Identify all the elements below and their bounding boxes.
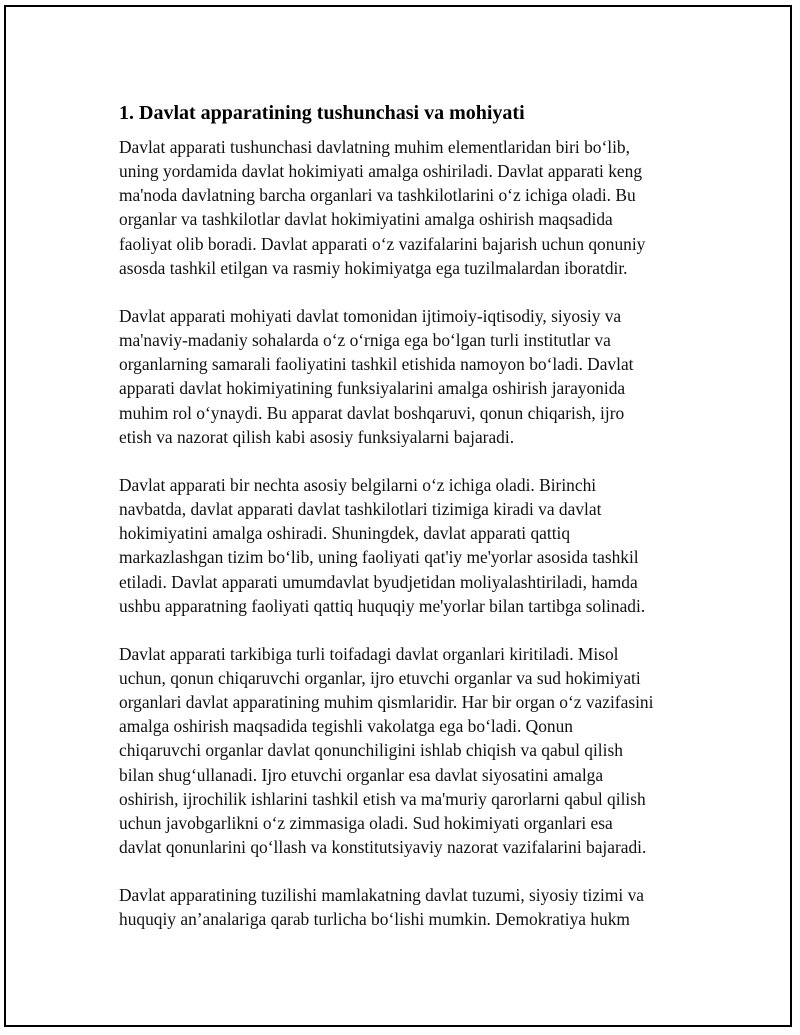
text-line: ma'noda davlatning barcha organlari va tashkilotlarini oʻz ichiga oladi. Bu (119, 185, 636, 206)
paragraph-5 (119, 883, 699, 931)
text-line: muhim rol oʻynaydi. Bu apparat davlat boshqaruvi, qonun chiqarish, ijro (119, 402, 625, 423)
text-line: Davlat apparati tushunchasi davlatning muhim elementlaridan biri boʻlib, (119, 137, 630, 157)
text-line: Davlat apparatining tuzilishi mamlakatning davlat tuzumi, siyosiy tizimi va (119, 885, 644, 906)
text-line: uchun javobgarlikni oʻz zimmasiga oladi. Sud hokimiyati organlari esa (119, 812, 613, 833)
paragraph-2 (119, 304, 699, 449)
text-line: Davlat apparati mohiyati davlat tomonidan ijtimoiy-iqtisodiy, siyosiy va (119, 305, 622, 326)
text-line: huquqiy an’analariga qarab turlicha boʻlishi mumkin. Demokratiya hukm (119, 909, 630, 930)
paragraph-3 (119, 473, 699, 618)
text-line: organlar va tashkilotlar davlat hokimiyatini amalga oshirish maqsadida (119, 209, 613, 230)
paragraph-4 (119, 642, 699, 859)
text-line: uning yordamida davlat hokimiyati amalga oshiriladi. Davlat apparati keng (119, 161, 643, 182)
text-line: navbatda, davlat apparati davlat tashkilotlari tizimiga kiradi va davlat (119, 499, 602, 520)
text-line: asosda tashkil etilgan va rasmiy hokimiyatga ega tuzilmalardan iboratdir. (119, 257, 628, 278)
text-line: oshirish, ijrochilik ishlarini tashkil etish va ma'muriy qarorlarni qabul qilish (119, 788, 646, 809)
text-line: hokimiyatini amalga oshiradi. Shuningdek, davlat apparati qattiq (119, 523, 571, 544)
paragraph-1 (119, 135, 699, 280)
text-line: organlarning samarali faoliyatini tashkil etishida namoyon boʻladi. Davlat (119, 354, 634, 375)
text-line: faoliyat olib boradi. Davlat apparati oʻz vazifalarini bajarish uchun qonuniy (119, 233, 646, 254)
text-line: ushbu apparatning faoliyati qattiq huquqiy me'yorlar bilan tartibga solinadi. (119, 595, 646, 616)
text-line: etish va nazorat qilish kabi asosiy funksiyalarni bajaradi. (119, 426, 515, 447)
text-line: etiladi. Davlat apparati umumdavlat byudjetidan moliyalashtiriladi, hamda (119, 571, 638, 592)
page-frame (4, 5, 792, 1027)
text-line: markazlashgan tizim boʻlib, uning faoliyati qat'iy me'yorlar asosida tashkil (119, 547, 639, 568)
text-line: davlat qonunlarini qoʻllash va konstitutsiyaviy nazorat vazifalarini bajaradi. (119, 837, 647, 858)
text-line: ma'naviy-madaniy sohalarda oʻz oʻrniga ega boʻlgan turli institutlar va (119, 330, 611, 351)
text-line: organlari davlat apparatining muhim qismlaridir. Har bir organ oʻz vazifasini (119, 692, 654, 713)
text-line: bilan shugʻullanadi. Ijro etuvchi organlar esa davlat siyosatini amalga (119, 764, 604, 785)
text-line: amalga oshirish maqsadida tegishli vakolatga ega boʻladi. Qonun (119, 716, 573, 737)
section-heading: 1. Davlat apparatining tushunchasi va mohiyati (119, 102, 525, 124)
document-body (119, 99, 699, 956)
text-line: Davlat apparati bir nechta asosiy belgilarni oʻz ichiga oladi. Birinchi (119, 474, 597, 495)
text-line: uchun, qonun chiqaruvchi organlar, ijro etuvchi organlar va sud hokimiyati (119, 667, 641, 688)
text-line: apparati davlat hokimiyatining funksiyalarini amalga oshirish jarayonida (119, 378, 626, 399)
text-line: Davlat apparati tarkibiga turli toifadagi davlat organlari kiritiladi. Misol (119, 643, 619, 664)
text-line: chiqaruvchi organlar davlat qonunchiligini ishlab chiqish va qabul qilish (119, 740, 623, 761)
